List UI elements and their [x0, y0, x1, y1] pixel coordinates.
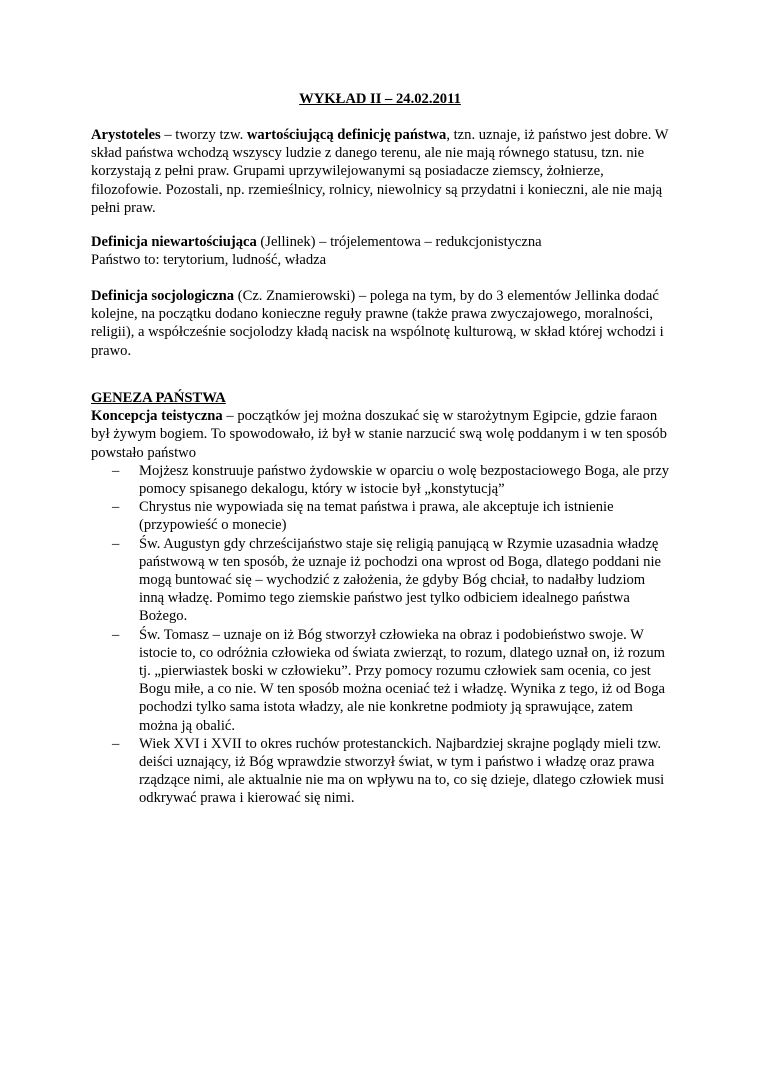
term-arystoteles: Arystoteles — [91, 127, 161, 143]
list-item-text: Mojżesz konstruuje państwo żydowskie w oparciu o wolę bezpostaciowego Boga, ale przy pomocy spisanego dekalogu, który w istocie był „konstytucją” — [139, 462, 670, 498]
dash-bullet: – — [112, 735, 120, 752]
dash-list — [91, 462, 671, 808]
list-item — [112, 626, 671, 735]
paragraph-niewartosciujaca-line1 — [91, 233, 671, 251]
paragraph-socjologiczna-text — [91, 287, 671, 360]
list-item — [112, 535, 671, 626]
dash-bullet: – — [112, 462, 120, 479]
paragraph-socjologiczna — [91, 287, 671, 360]
list-item — [112, 462, 671, 498]
text-fragment: – tworzy tzw. — [160, 127, 247, 143]
paragraph-arystoteles — [91, 126, 671, 217]
list-item-text: Wiek XVI i XVII to okres ruchów protestanckich. Najbardziej skrajne poglądy mieli tzw. deiści uznający, iż Bóg wprawdzie stworzył świat, w tym i państwo i władzę oraz prawa rządzące nimi, ale aktualnie nie ma on wpływu na to, co się dzieje, dlatego człowiek musi odkrywać prawa i kierować się nimi. — [139, 735, 665, 807]
page-title: WYKŁAD II – 24.02.2011 — [299, 91, 461, 107]
paragraph-niewartosciujaca — [91, 233, 671, 269]
list-item-text: Św. Augustyn gdy chrześcijaństwo staje się religią panującą w Rzymie uzasadnia władzę państwową w ten sposób, że uznaje iż pochodzi ona wprost od Boga, dlatego poddani nie mogą buntować się – wychodzić z założenia, że gdyby Bóg chciał, to nadałby ludziom inną władzę. Pomimo tego ziemskie państwo jest tylko odbiciem idealnego państwa Bożego. — [139, 535, 662, 625]
term-niewartosciujaca: Definicja niewartościująca — [91, 234, 257, 250]
section-geneza — [91, 389, 671, 808]
section-intro — [91, 407, 671, 462]
list-item-text: Św. Tomasz – uznaje on iż Bóg stworzył człowieka na obraz i podobieństwo swoje. W istocie to, co odróżnia człowieka od świata zwierząt, to rozum, dlatego uznał on, iż rozum tj. „pierwiastek boski w człowieku”. Przy pomocy rozumu człowiek sam ocenia, co jest Bogu miłe, a co nie. W ten sposób można oceniać też i władzę. Wynika z tego, iż od Boga pochodzi tylko sama istota władzy, ale nie konkretne podmioty ją sprawujące, zatem można ją obalić. — [139, 626, 665, 734]
text-fragment: – początków jej można doszukać się w starożytnym Egipcie, gdzie faraon był żywym bogiem. To spowodowało, iż był w stanie narzucić swą wolę poddanym i w ten sposób powstało państwo — [91, 408, 667, 461]
list-item — [112, 735, 671, 808]
section-heading: GENEZA PAŃSTWA — [91, 390, 226, 406]
dash-bullet: – — [112, 626, 120, 643]
text-fragment: , tzn. uznaje, iż państwo jest dobre. W skład państwa wchodzą wszyscy ludzie z danego terenu, ale nie mają równego statusu, tzn. nie korzystają z pełni praw. Grupami uprzywilejowanymi są posiadacze ziemscy, żołnierze, filozofowie. Pozostali, np. rzemieślnicy, rolnicy, niewolnicy są przydatni i konieczni, ale nie mają pełni praw. — [91, 127, 669, 216]
dash-bullet: – — [112, 499, 120, 516]
text-fragment: (Cz. Znamierowski) – polega na tym, by do 3 elementów Jellinka dodać kolejne, na początku dodano konieczne reguły prawne (także prawa zwyczajowego, moralności, religii), a współcześnie socjolodzy kładą nacisk na wspólnotę kulturową, w skład której wchodzi i prawo. — [91, 288, 664, 359]
text-fragment: (Jellinek) – trójelementowa – redukcjonistyczna — [256, 234, 542, 250]
list-item-text: Chrystus nie wypowiada się na temat państwa i prawa, ale akceptuje ich istnienie (przypowieść o monecie) — [139, 499, 614, 534]
term-teistyczna: Koncepcja teistyczna — [91, 408, 223, 425]
list-item — [112, 498, 671, 534]
term-socjologiczna: Definicja socjologiczna — [91, 288, 235, 304]
term-wartosciujaca: wartościującą definicję państwa — [246, 127, 447, 143]
paragraph-niewartosciujaca-line2: Państwo to: terytorium, ludność, władza — [91, 252, 327, 269]
dash-bullet: – — [112, 535, 120, 552]
paragraph-arystoteles-text — [91, 126, 671, 217]
